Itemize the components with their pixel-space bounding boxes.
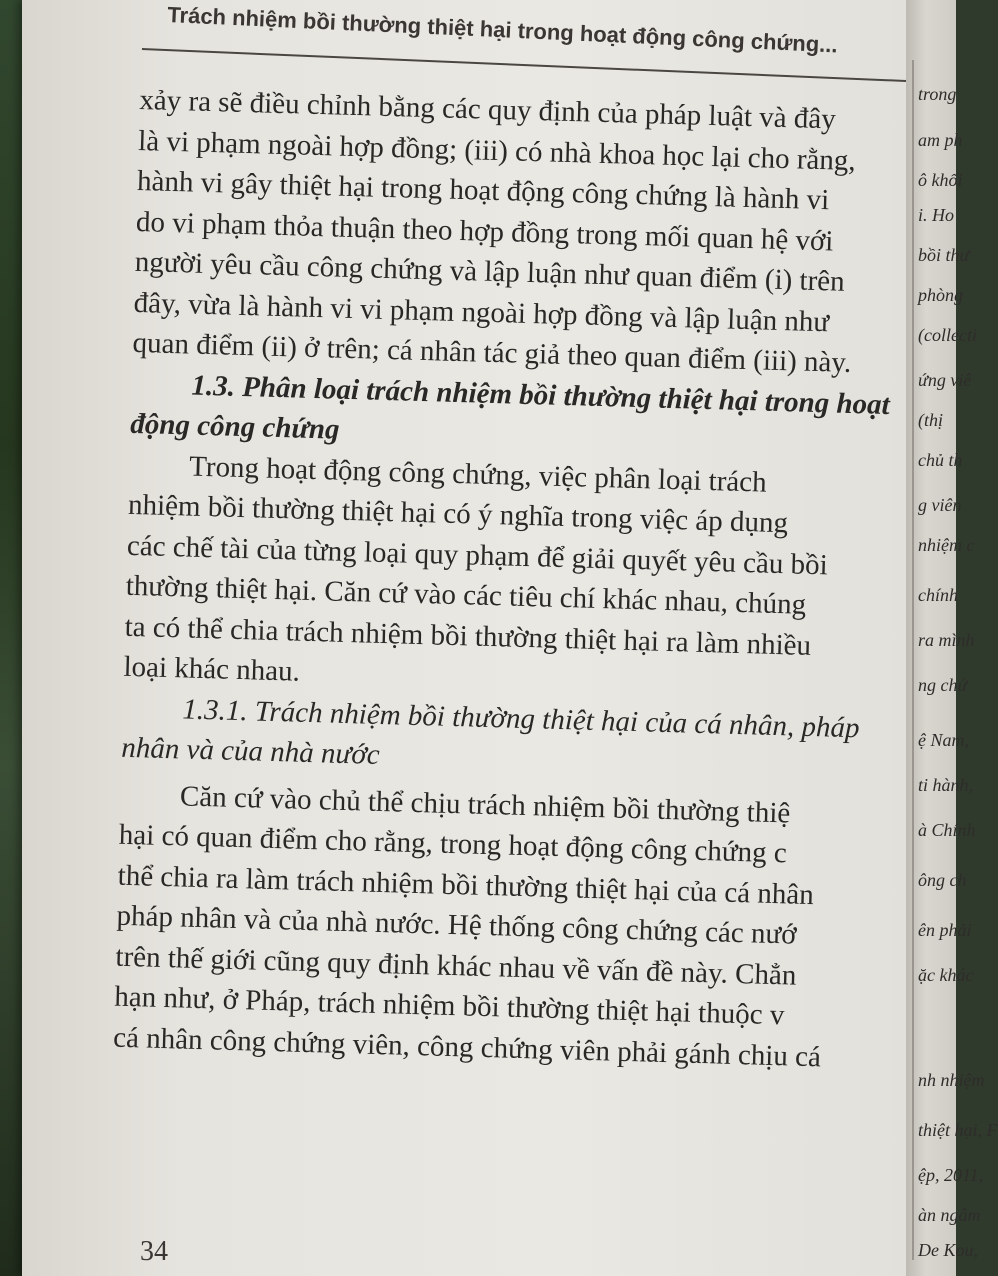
text-line: cá nhân công chứng viên, công chứng viên phải gánh chịu cá xyxy=(112,1021,822,1073)
text-line: thường thiệt hại. Căn cứ vào các tiêu chí khác nhau, chúng xyxy=(125,569,807,621)
text-line: loại khác nhau. xyxy=(123,650,301,688)
margin-fragment: ông ch xyxy=(918,870,967,890)
margin-fragment: chính xyxy=(918,585,958,605)
margin-fragment: (collecti xyxy=(918,325,977,345)
margin-fragment: bồi thư xyxy=(918,245,970,265)
margin-fragment: thiệt hại, F xyxy=(918,1120,998,1140)
section-heading-cont: động công chứng xyxy=(129,407,340,446)
text-line: pháp nhân và của nhà nước. Hệ thống công chứng các nướ xyxy=(116,899,797,951)
margin-fragment: ti hành, xyxy=(918,775,974,795)
subsection-heading-cont: nhân và của nhà nước xyxy=(120,731,381,771)
page-edge-line xyxy=(912,60,914,1260)
text-line: do vi phạm thỏa thuận theo hợp đồng trong mối quan hệ với xyxy=(135,205,834,257)
margin-fragment: nh nhiệm xyxy=(918,1070,985,1090)
book-page xyxy=(22,0,920,1276)
text-line: người yêu cầu công chứng và lập luận như quan điểm (i) trên xyxy=(134,245,846,298)
margin-fragment: nhiệm c xyxy=(918,535,975,555)
text-line: hạn như, ở Pháp, trách nhiệm bồi thường thiệt hại thuộc v xyxy=(113,980,785,1032)
text-line: hại có quan điểm cho rằng, trong hoạt động công chứng c xyxy=(118,818,788,870)
text-line: là vi phạm ngoài hợp đồng; (iii) có nhà khoa học lại cho rằng, xyxy=(137,124,857,177)
text-line: các chế tài của từng loại quy phạm để giải quyết yêu cầu bồi xyxy=(126,529,829,581)
margin-fragment: i. Ho xyxy=(918,205,954,225)
section-heading: 1.3. Phân loại trách nhiệm bồi thường thiệt hại trong hoạt xyxy=(191,369,891,421)
margin-fragment: ên phải xyxy=(918,920,972,940)
text-line: trên thế giới cũng quy định khác nhau về vấn đề này. Chẳn xyxy=(115,940,797,992)
margin-fragment: g viên xyxy=(918,495,962,515)
text-line: Trong hoạt động công chứng, việc phân loại trách xyxy=(188,450,768,499)
text-line: xảy ra sẽ điều chỉnh bằng các quy định của pháp luật và đây xyxy=(138,83,837,136)
text-line: nhiệm bồi thường thiệt hại có ý nghĩa trong việc áp dụng xyxy=(127,488,789,540)
margin-fragment: am ph xyxy=(918,130,963,150)
margin-fragment: ứng viê xyxy=(918,370,972,390)
adjacent-page-edge xyxy=(906,0,998,1276)
margin-fragment: ặc khác xyxy=(918,965,974,985)
subsection-heading: 1.3.1. Trách nhiệm bồi thường thiệt hại của cá nhân, pháp xyxy=(182,692,860,744)
text-line: Căn cứ vào chủ thể chịu trách nhiệm bồi thường thiệ xyxy=(179,779,791,829)
text-line: thể chia ra làm trách nhiệm bồi thường thiệt hại của cá nhân xyxy=(117,859,815,911)
margin-fragment: àn ngâm xyxy=(918,1205,981,1225)
margin-fragment: phòng xyxy=(918,285,963,305)
margin-fragment: (thị xyxy=(918,410,943,430)
margin-fragment: à Chính xyxy=(918,820,976,840)
margin-fragment: ệp, 2011, xyxy=(918,1165,984,1185)
text-line: quan điểm (ii) ở trên; cá nhân tác giả theo quan điểm (iii) này. xyxy=(132,326,852,379)
text-line: hành vi gây thiệt hại trong hoạt động công chứng là hành vi xyxy=(136,164,830,217)
margin-fragment: De Kou, xyxy=(918,1240,978,1260)
margin-fragment: ệ Nam, xyxy=(918,730,969,750)
body-text xyxy=(113,80,930,1080)
margin-fragment: ng chứ xyxy=(918,675,968,695)
margin-fragment: ra mình xyxy=(918,630,975,650)
text-line: đây, vừa là hành vi vi phạm ngoài hợp đồng và lập luận như xyxy=(133,286,830,338)
page-number: 34 xyxy=(140,1236,168,1267)
text-line: ta có thể chia trách nhiệm bồi thường thiệt hại ra làm nhiều xyxy=(124,610,812,662)
margin-fragment: ô khối xyxy=(918,170,963,190)
running-head: Trách nhiệm bồi thường thiệt hại trong hoạt động công chứng... xyxy=(166,2,839,58)
margin-fragment: chủ th xyxy=(918,450,963,470)
margin-fragment: trong xyxy=(918,84,957,104)
